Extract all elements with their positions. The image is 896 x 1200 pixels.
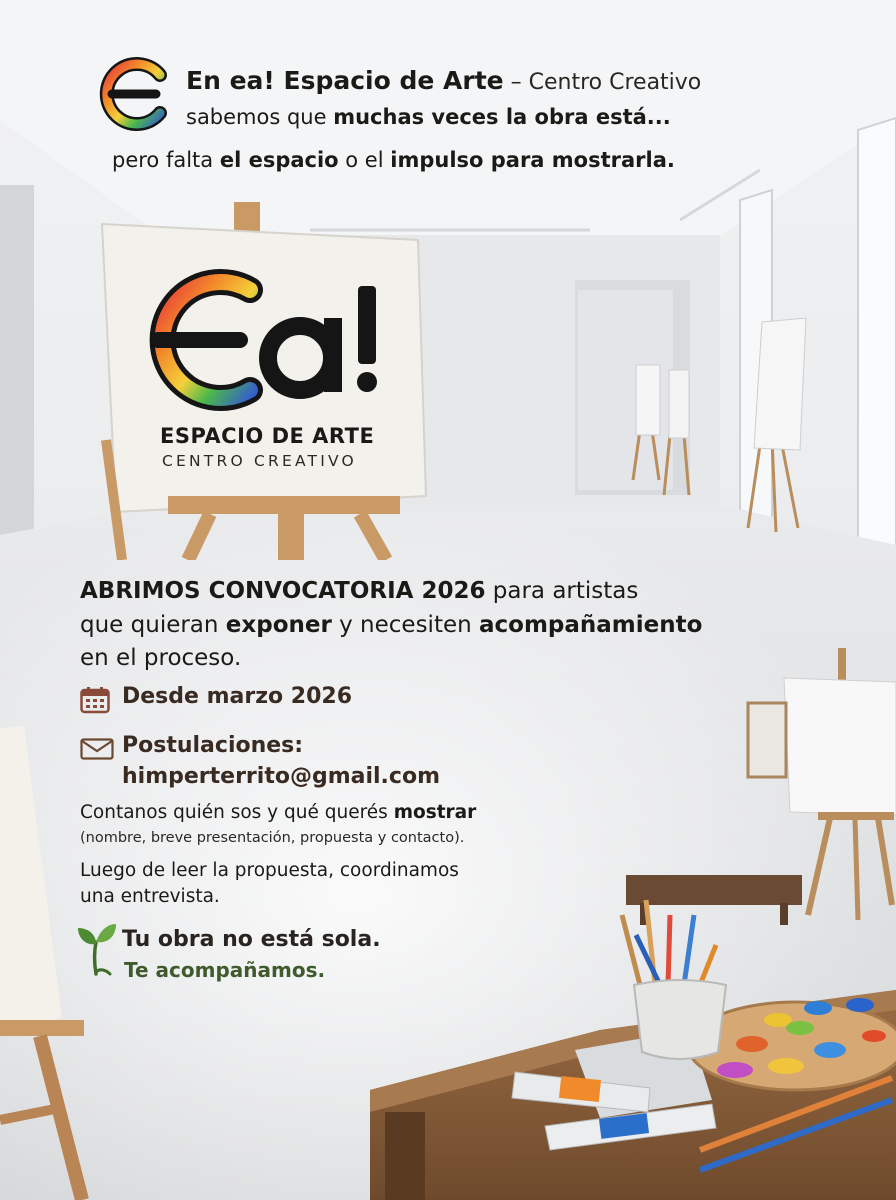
sprout-icon (76, 922, 116, 976)
info-line-3: Luego de leer la propuesta, coordinamos (80, 860, 459, 881)
canvas-logo-subtitle: CENTRO CREATIVO (162, 452, 357, 470)
info-line-1b: mostrar (393, 802, 477, 823)
info-line-1a: Contanos quién sos y qué querés (80, 802, 394, 823)
header-line-3c: o el (338, 148, 391, 172)
header-logo-icon (98, 57, 172, 131)
calendar-icon (80, 686, 110, 714)
call-line-2c: y necesiten (331, 612, 479, 638)
header-brand-name: En ea! Espacio de Arte (186, 66, 504, 95)
call-line-2 (80, 612, 702, 638)
info-line-4: una entrevista. (80, 886, 220, 907)
header-line-1 (186, 66, 701, 95)
header-line-3 (112, 148, 675, 172)
call-line-3: en el proceso. (80, 645, 242, 671)
date-text: Desde marzo 2026 (122, 684, 353, 709)
header-line-2b: muchas veces la obra está... (333, 105, 671, 129)
header-line-3a: pero falta (112, 148, 220, 172)
postulaciones-label: Postulaciones: (122, 733, 304, 758)
info-line-2: (nombre, breve presentación, propuesta y contacto). (80, 830, 465, 846)
header-line-3d: impulso para mostrarla. (390, 148, 675, 172)
postulaciones-email-link[interactable]: himperterrito@gmail.com (122, 764, 440, 789)
info-line-1 (80, 802, 476, 823)
closing-line-1: Tu obra no está sola. (122, 927, 381, 952)
header-line-2 (186, 105, 671, 129)
mail-icon (80, 738, 114, 760)
call-line-1 (80, 578, 638, 604)
call-line-2b: exponer (225, 612, 332, 638)
canvas-logo-title: ESPACIO DE ARTE (160, 424, 375, 448)
call-line-1b: para artistas (485, 578, 639, 604)
easel-canvas-logo (100, 200, 440, 560)
call-line-2d: acompañamiento (479, 612, 703, 638)
header-line-3b: el espacio (219, 148, 339, 172)
header-line-2a: sabemos que (186, 105, 334, 129)
header-brand-sub: – Centro Creativo (503, 70, 702, 95)
call-line-2a: que quieran (80, 612, 226, 638)
call-headline: ABRIMOS CONVOCATORIA 2026 (80, 578, 486, 604)
closing-line-2: Te acompañamos. (124, 958, 326, 982)
